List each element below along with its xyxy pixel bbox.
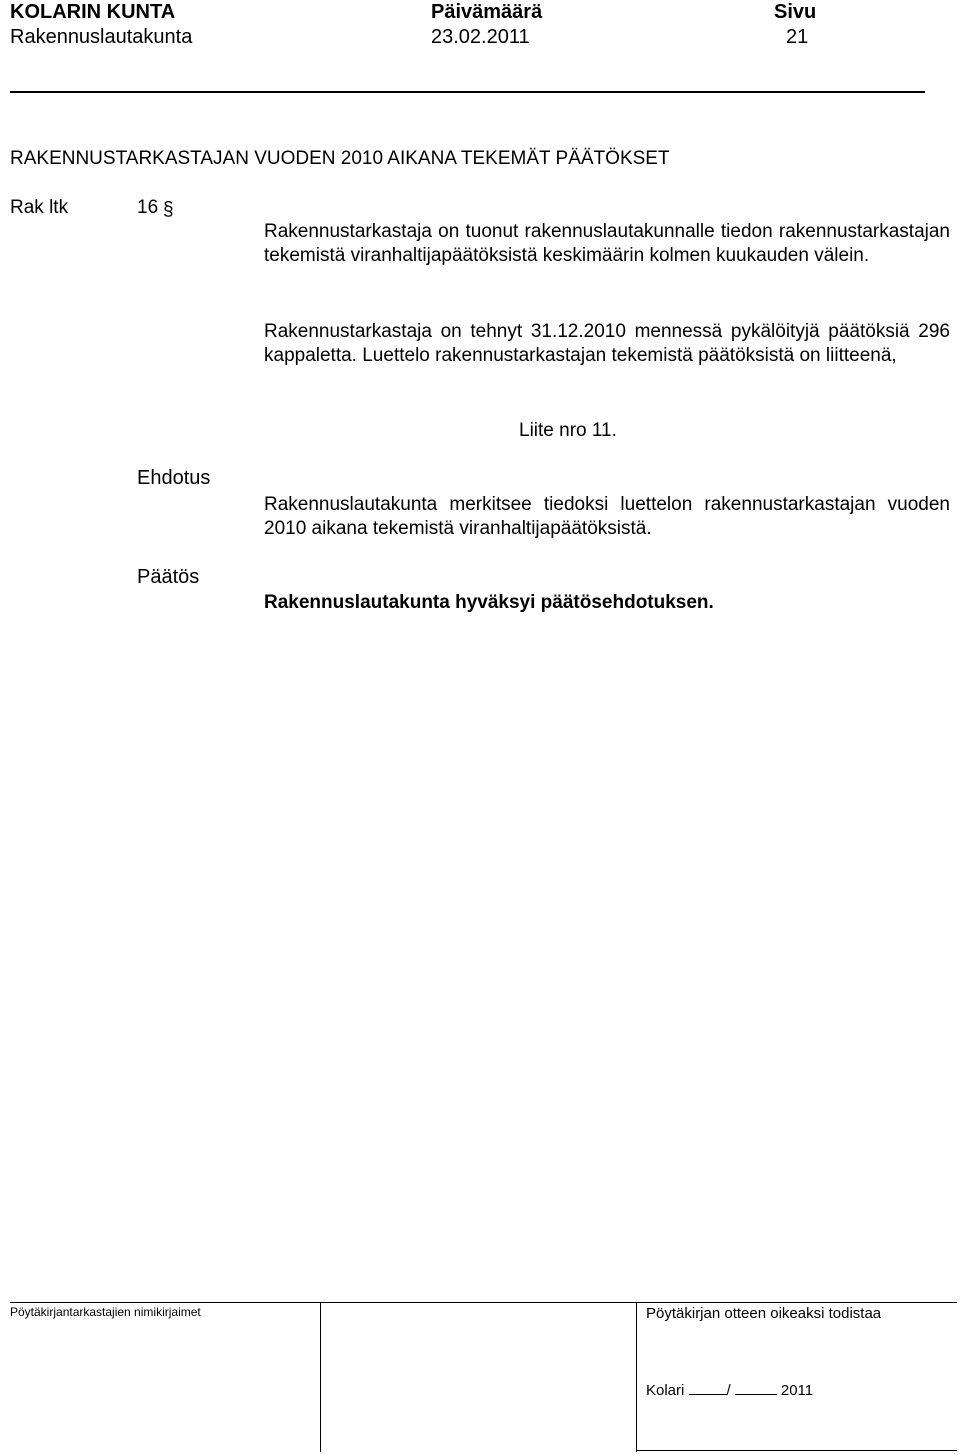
proposal-label: Ehdotus bbox=[137, 467, 211, 489]
header-rule bbox=[10, 91, 925, 93]
header-page-label: Sivu bbox=[774, 1, 817, 23]
footer-slash: / bbox=[726, 1382, 731, 1399]
footer-bottom-rule bbox=[636, 1450, 957, 1451]
decision-text: Rakennuslautakunta hyväksyi päätösehdotuksen. bbox=[264, 592, 714, 613]
footer-certified-label: Pöytäkirjan otteen oikeaksi todistaa bbox=[646, 1305, 882, 1322]
proposal-text: Rakennuslautakunta merkitsee tiedoksi luettelon rakennustarkastajan vuoden 2010 aikana tekemistä viranhaltijapäätöksistä. bbox=[264, 494, 950, 539]
footer-place: Kolari bbox=[646, 1382, 685, 1399]
footer-year: 2011 bbox=[780, 1382, 814, 1399]
section-number: 16 bbox=[137, 197, 159, 218]
section-label: Rak ltk bbox=[10, 197, 69, 218]
footer-signature-line bbox=[646, 1379, 813, 1399]
attachment-reference: Liite nro 11. bbox=[519, 420, 617, 441]
footer-initials-label: Pöytäkirjantarkastajien nimikirjaimet bbox=[10, 1305, 201, 1319]
document-title: RAKENNUSTARKASTAJAN VUODEN 2010 AIKANA TEKEMÄT PÄÄTÖKSET bbox=[10, 148, 670, 169]
paragraph-decisions-count: Rakennustarkastaja on tehnyt 31.12.2010 mennessä pykälöityjä päätöksiä 296 kappaletta. Luettelo rakennustarkastajan tekemistä päätöksistä on liitteenä, bbox=[264, 321, 950, 366]
paragraph-background: Rakennustarkastaja on tuonut rakennuslautakunnalle tiedon rakennustarkastajan tekemistä viranhaltijapäätöksistä keskimäärin kolmen kuukauden välein. bbox=[264, 221, 950, 266]
header-date: 23.02.2011 bbox=[431, 26, 530, 48]
header-date-label: Päivämäärä bbox=[431, 1, 543, 23]
footer-divider-right bbox=[636, 1302, 637, 1452]
decision-label: Päätös bbox=[137, 566, 200, 588]
section-symbol: § bbox=[163, 199, 174, 220]
header-page-number: 21 bbox=[786, 26, 809, 48]
footer-month-blank bbox=[735, 1379, 777, 1395]
footer-rule bbox=[10, 1302, 957, 1303]
header-body: Rakennuslautakunta bbox=[10, 26, 193, 48]
header-org: KOLARIN KUNTA bbox=[10, 1, 176, 23]
footer-day-blank bbox=[689, 1379, 727, 1395]
footer-divider-left bbox=[320, 1302, 321, 1452]
